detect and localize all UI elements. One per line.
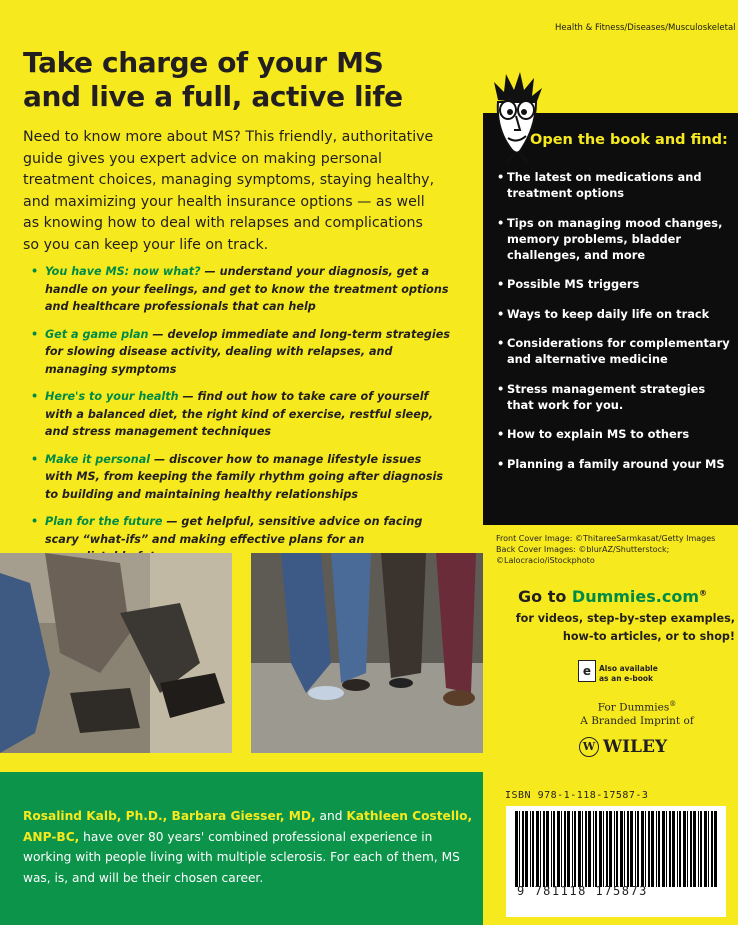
barcode-bar — [532, 811, 534, 887]
feature-lead: Make it personal — [45, 452, 151, 466]
barcode-bar — [536, 811, 539, 887]
barcode-bar — [530, 811, 531, 887]
barcode-bar — [637, 811, 639, 887]
feature-lead: Get a game plan — [45, 327, 149, 341]
barcode-digits: 9 781118 175873 — [517, 884, 648, 898]
feature-list — [31, 263, 451, 576]
feature-item: • You have MS: now what? — understand your diagnosis, get a handle on your feelings, and get to know the treatment options and healthcare professionals that can help — [31, 265, 449, 313]
barcode-bar — [635, 811, 636, 887]
barcode-bar — [614, 811, 615, 887]
feature-text: — discover how to manage lifestyle issues with MS, from keeping the family rhythm going after diagnosis to building and maintaining healthy relationships — [45, 452, 443, 501]
wiley-mark-icon: W — [579, 737, 599, 757]
barcode-bar — [630, 811, 633, 887]
find-item: • How to explain MS to others — [497, 427, 690, 441]
barcode-bar — [564, 811, 566, 887]
barcode-bar — [551, 811, 552, 887]
category-label: Health & Fitness/Diseases/Musculoskeletal — [555, 23, 736, 33]
dummies-link[interactable]: Dummies.com — [571, 587, 700, 606]
barcode-bar — [656, 811, 657, 887]
find-item: • Considerations for complementary and alternative medicine — [497, 336, 730, 366]
barcode-bar — [553, 811, 555, 887]
intro-paragraph: Need to know more about MS? This friendly, authoritative guide gives you expert advice on making personal treatment choices, managing symptoms, staying healthy, and maximizing your health insurance options — as well as knowing how to deal with relapses and complications so you can keep your life on track. — [23, 129, 435, 253]
barcode-bar — [700, 811, 702, 887]
feature-text: — get helpful, sensitive advice on facing scary “what-ifs” and making effective plans for an — [45, 515, 423, 546]
barcode-bar — [567, 811, 570, 887]
goto-subtext: for videos, step-by-step examples, how-to articles, or to shop! — [515, 612, 735, 643]
barcode-bar — [714, 811, 717, 887]
barcode-bar — [599, 811, 602, 887]
barcode-bar — [662, 811, 665, 887]
wiley-logo: W WILEY — [579, 737, 667, 757]
barcode-bar — [606, 811, 608, 887]
headline — [23, 46, 403, 114]
feature-item: • Here's to your health — find out how to take care of yourself with a balanced diet, the right kind of exercise, restful sleep, and stress management techniques — [31, 390, 434, 438]
feature-lead: You have MS: now what? — [45, 265, 201, 278]
barcode-bar — [522, 811, 524, 887]
feature-lead: Here's to your health — [45, 390, 179, 403]
imprint-text: For Dummies® A Branded Imprint of — [580, 700, 694, 727]
barcode-bar — [698, 811, 699, 887]
barcode-bar — [546, 811, 549, 887]
barcode-bar — [525, 811, 528, 887]
barcode-bar — [588, 811, 591, 887]
barcode-bar — [677, 811, 678, 887]
feature-lead: Plan for the future — [45, 515, 163, 528]
barcode — [506, 806, 726, 917]
barcode-bar — [648, 811, 650, 887]
ebook-text: Also available as an e-book — [599, 664, 658, 683]
find-item: • Planning a family around your MS — [497, 456, 725, 471]
barcode-bar — [578, 811, 581, 887]
feature-item: • Get a game plan — develop immediate and long-term strategies for slowing disease activity, dealing with relapses, and managing symptoms — [31, 327, 451, 376]
headline-line-2: and live a full, active life — [23, 80, 403, 113]
barcode-bar — [687, 811, 688, 887]
find-box — [483, 113, 738, 525]
barcode-bar — [515, 811, 518, 887]
barcode-bar — [704, 811, 707, 887]
barcode-bar — [679, 811, 681, 887]
barcode-bar — [651, 811, 654, 887]
barcode-bar — [711, 811, 713, 887]
barcode-bar — [603, 811, 604, 887]
find-item: • Stress management strategies that work for you. — [497, 381, 706, 412]
find-item: • Possible MS triggers — [497, 277, 640, 291]
dummies-mascot-icon — [484, 70, 548, 162]
feature-item: • Plan for the future — get helpful, sensitive advice on facing scary “what-ifs” and making effective plans for an — [31, 513, 451, 566]
find-item: • Ways to keep daily life on track — [497, 306, 710, 321]
barcode-bar — [641, 811, 644, 887]
feature-text: — understand your diagnosis, get a handle on your feelings, and get to know the treatment options and healthcare professionals that can help — [45, 265, 449, 313]
author-bio: Rosalind Kalb, Ph.D., Barbara Giesser, MD, and Kathleen Costello, ANP-BC, have over 80 years' combined professional experience in working with people living with multiple sclerosis. For each of them, MS was, is, and will be their chosen career. — [23, 809, 473, 885]
find-item: • The latest on medications and treatment options — [497, 170, 702, 200]
walking-photo-right — [251, 553, 483, 753]
feature-item: • Make it personal — discover how to manage lifestyle issues with MS, from keeping the family rhythm going after diagnosis to building and maintaining healthy relationships — [31, 452, 443, 501]
barcode-bar — [708, 811, 709, 887]
find-box-title: Open the book and find: — [530, 132, 728, 148]
barcode-bar — [574, 811, 576, 887]
barcode-bar — [693, 811, 696, 887]
barcode-bar — [645, 811, 646, 887]
barcode-bar — [595, 811, 597, 887]
goto-dummies: Go to Dummies.com® — [518, 587, 708, 606]
walking-photo-left — [0, 553, 232, 753]
ebook-icon: e — [578, 660, 596, 682]
barcode-bar — [557, 811, 560, 887]
barcode-bar — [624, 811, 625, 887]
barcode-bar — [620, 811, 623, 887]
barcode-bar — [616, 811, 618, 887]
barcode-bar — [627, 811, 629, 887]
find-item: • Tips on managing mood changes, memory problems, bladder challenges, and more — [497, 215, 723, 262]
barcode-bar — [672, 811, 675, 887]
barcode-bar — [690, 811, 692, 887]
barcode-bar — [572, 811, 573, 887]
barcode-bar — [582, 811, 583, 887]
barcode-bar — [683, 811, 686, 887]
find-list — [497, 169, 731, 485]
image-credits: Front Cover Image: ©ThitareeSarmkasat/Getty Images Back Cover Images: ©blurAZ/Shutterstock; ©Lalocracio/iStockphoto — [496, 534, 716, 565]
barcode-bar — [561, 811, 562, 887]
barcode-bar — [585, 811, 587, 887]
barcode-bars — [511, 811, 731, 889]
barcode-bar — [543, 811, 545, 887]
barcode-bar — [669, 811, 671, 887]
headline-line-1: Take charge of your MS — [23, 46, 384, 79]
barcode-bar — [540, 811, 541, 887]
feature-text: — find out how to take care of yourself with a balanced diet, the right kind of exercise, restful sleep, and stress management techniques — [45, 390, 434, 438]
feature-text: — develop immediate and long-term strategies for slowing disease activity, dealing with relapses, and managing symptoms — [45, 327, 451, 376]
barcode-bar — [593, 811, 594, 887]
isbn-label: ISBN 978-1-118-17587-3 — [505, 790, 649, 801]
barcode-bar — [609, 811, 612, 887]
barcode-bar — [519, 811, 520, 887]
barcode-bar — [666, 811, 667, 887]
barcode-bar — [658, 811, 660, 887]
